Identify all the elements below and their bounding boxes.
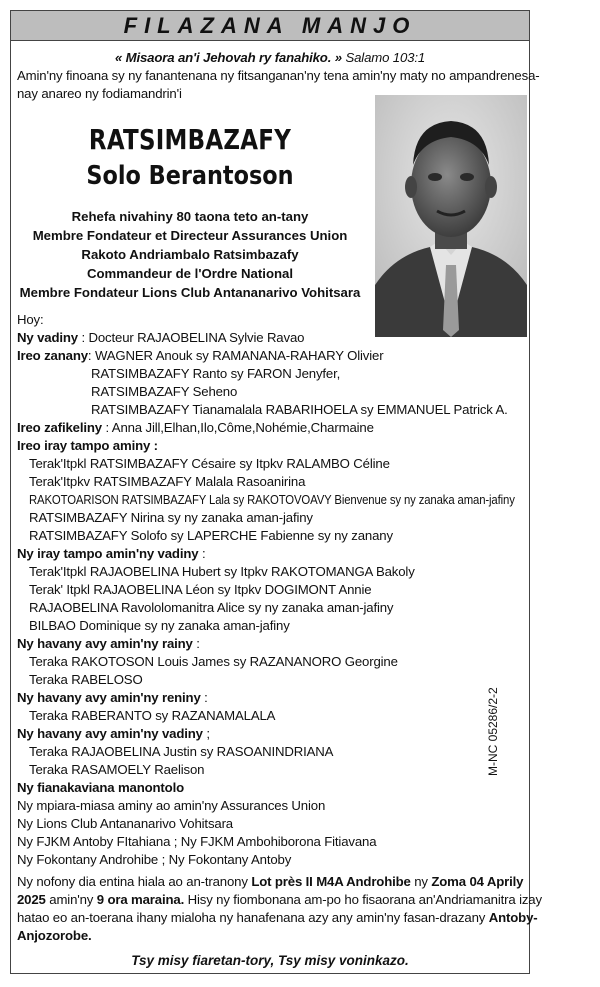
siblings-heading (17, 437, 158, 455)
deceased-detail: Rehefa nivahiny 80 taona teto an-tany (71, 209, 309, 224)
deceased-detail: Membre Fondateur Lions Club Antananarivo Vohitsara (19, 285, 361, 300)
deceased-detail: Membre Fondateur et Directeur Assurances Union (32, 228, 348, 243)
grandchildren-value: : Anna Jill,Elhan,Ilo,Côme,Nohémie,Charmaine (101, 420, 374, 435)
obituary-notice (10, 10, 542, 974)
funeral-line-1 (17, 873, 523, 891)
community-entry: Ny FJKM Antoby FItahiana ; Ny FJKM Ambohiborona Fitiavana (17, 834, 377, 849)
intro-line-2: nay anareo ny fodiamandrin'i (17, 86, 182, 101)
hoy-label: Hoy: (17, 312, 44, 327)
father-side-entry: Teraka RAKOTOSON Louis James sy RAZANANORO Georgine (29, 654, 398, 669)
wife-side-entry: Teraka RAJAOBELINA Justin sy RASOANINDRIANA (29, 744, 334, 759)
funeral-text: ny (410, 874, 432, 889)
funeral-date: Zoma 04 Aprily (431, 874, 524, 889)
grandchildren-line (17, 419, 374, 437)
closing-line: Tsy misy fiaretan-tory, Tsy misy voninkazo. (131, 953, 409, 968)
child-entry: RATSIMBAZAFY Seheno (91, 384, 238, 399)
father-side-entry: Teraka RABELOSO (29, 672, 143, 687)
funeral-time: 9 ora maraina. (96, 892, 185, 907)
funeral-address: Lot près II M4A Androhibe (251, 874, 411, 889)
child-entry: RATSIMBAZAFY Tianamalala RABARIHOELA sy EMMANUEL Patrick A. (91, 402, 508, 417)
deceased-detail: Rakoto Andriambalo Ratsimbazafy (81, 247, 299, 262)
grandchildren-label: Ireo zafikeliny (17, 420, 102, 435)
funeral-text: Hisy ny fiombonana am-po ho fisaorana an'Andriamanitra izay (184, 892, 542, 907)
deceased-given-name: Solo Berantoson (86, 161, 294, 191)
spouse-value: : Docteur RAJAOBELINA Sylvie Ravao (77, 330, 305, 345)
spouse-sibling-entry: RAJAOBELINA Ravololomanitra Alice sy ny zanaka aman-jafiny (29, 600, 394, 615)
notice-banner: FILAZANA MANJO (11, 11, 529, 41)
mother-side-colon: : (200, 690, 208, 705)
wife-side-label: Ny havany avy amin'ny vadiny (17, 726, 203, 741)
father-side-colon: : (192, 636, 200, 651)
portrait-image (375, 95, 527, 337)
sibling-entry: Terak'Itpkl RATSIMBAZAFY Césaire sy Itpkv RALAMBO Céline (29, 456, 390, 471)
father-side-heading (17, 635, 200, 653)
community-entry: Ny Lions Club Antananarivo Vohitsara (17, 816, 233, 831)
portrait-photo (375, 95, 527, 337)
mother-side-heading (17, 689, 208, 707)
spouse-siblings-label: Ny iray tampo amin'ny vadiny (17, 546, 199, 561)
funeral-text: Ny nofony dia entina hiala ao an-tranony (17, 874, 252, 889)
intro-line-1: Amin'ny finoana sy ny fanantenana ny fitsanganan'ny tena amin'ny maty no ampandrenesa- (17, 68, 540, 83)
sibling-entry: RAKOTOARISON RATSIMBAZAFY Lala sy RAKOTOVOAVY Bienvenue sy ny zanaka aman-jafiny (29, 492, 515, 507)
funeral-year: 2025 (17, 892, 46, 907)
spouse-siblings-colon: : (198, 546, 206, 561)
deceased-detail: Commandeur de l'Ordre National (86, 266, 294, 281)
siblings-colon: : (150, 438, 158, 453)
mother-side-label: Ny havany avy amin'ny reniny (17, 690, 201, 705)
spouse-siblings-heading (17, 545, 205, 563)
father-side-label: Ny havany avy amin'ny rainy (17, 636, 193, 651)
wife-side-heading (17, 725, 210, 743)
funeral-text: hatao eo an-toerana ihany mialoha ny hanafenana azy any amin'ny fasan-drazany (17, 910, 489, 925)
wife-side-colon: ; (202, 726, 210, 741)
wife-side-entry: Teraka RASAMOELY Raelison (29, 762, 205, 777)
verse-line (11, 49, 529, 67)
sibling-entry: RATSIMBAZAFY Nirina sy ny zanaka aman-jafiny (29, 510, 313, 525)
children-first: : WAGNER Anouk sy RAMANANA-RAHARY Olivier (87, 348, 384, 363)
verse-ref: Salamo 103:1 (345, 50, 426, 65)
funeral-line-2 (17, 891, 542, 909)
sibling-entry: Terak'Itpkv RATSIMBAZAFY Malala Rasoanirina (29, 474, 306, 489)
funeral-burial-place: Anjozorobe. (17, 928, 92, 943)
community-entry: Ny Fokontany Androhibe ; Ny Fokontany Antoby (17, 852, 292, 867)
children-line (17, 347, 383, 365)
sibling-entry: RATSIMBAZAFY Solofo sy LAPERCHE Fabienne sy ny zanany (29, 528, 393, 543)
funeral-line-3 (17, 909, 538, 927)
child-entry: RATSIMBAZAFY Ranto sy FARON Jenyfer, (91, 366, 341, 381)
spouse-sibling-entry: BILBAO Dominique sy ny zanaka aman-jafiny (29, 618, 290, 633)
deceased-surname: RATSIMBAZAFY (88, 123, 292, 156)
spouse-label: Ny vadiny (17, 330, 78, 345)
reference-code: M-NC 05286/2-2 (486, 687, 500, 776)
spouse-sibling-entry: Terak' Itpkl RAJAOBELINA Léon sy Itpkv DOGIMONT Annie (29, 582, 372, 597)
verse-quote: « Misaora an'i Jehovah ry fanahiko. » (114, 50, 342, 65)
siblings-label: Ireo iray tampo aminy (17, 438, 151, 453)
community-label: Ny fianakaviana manontolo (17, 780, 184, 795)
community-heading (17, 779, 184, 797)
mother-side-entry: Teraka RABERANTO sy RAZANAMALALA (29, 708, 276, 723)
spouse-line (17, 329, 304, 347)
funeral-text: amin'ny (45, 892, 97, 907)
funeral-line-4 (17, 927, 92, 945)
children-label: Ireo zanany (17, 348, 88, 363)
community-entry: Ny mpiara-miasa aminy ao amin'ny Assurances Union (17, 798, 326, 813)
spouse-sibling-entry: Terak'Itpkl RAJAOBELINA Hubert sy Itpkv RAKOTOMANGA Bakoly (29, 564, 415, 579)
funeral-burial-place: Antoby- (488, 910, 538, 925)
